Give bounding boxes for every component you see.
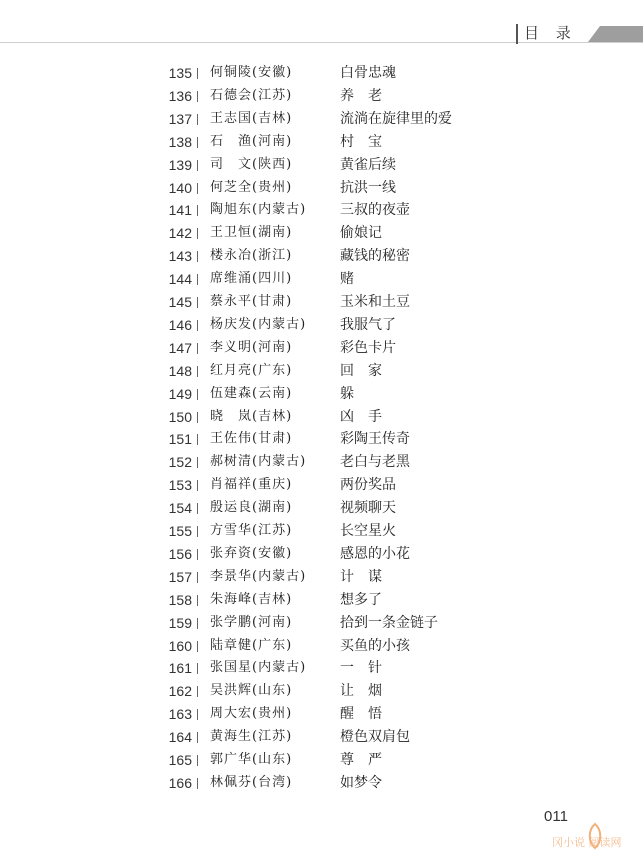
entry-page-number: 137	[168, 110, 192, 127]
entry-page-number: 141	[168, 202, 192, 219]
entry-title: 计 谋	[340, 568, 382, 585]
entry-title: 拾到一条金链子	[340, 614, 438, 631]
entry-author: 伍建森(云南)	[210, 385, 293, 401]
toc-entry[interactable]	[0, 566, 643, 588]
entry-author: 郭广华(山东)	[210, 752, 293, 767]
entry-title: 一 针	[340, 660, 382, 677]
entry-page-number: 153	[168, 477, 192, 494]
header-tab-corner	[588, 26, 600, 42]
entry-separator	[197, 183, 198, 194]
entry-author: 周大宏(贵州)	[210, 706, 293, 722]
entry-author: 王佐伟(甘肃)	[210, 431, 293, 447]
entry-author: 林佩芬(台湾)	[210, 774, 293, 790]
entry-title: 赌	[340, 271, 354, 288]
toc-entry[interactable]	[0, 131, 643, 153]
entry-page-number: 158	[168, 591, 192, 608]
toc-entry[interactable]	[0, 589, 643, 611]
toc-entry[interactable]	[0, 245, 643, 267]
entry-separator	[197, 732, 198, 743]
entry-author: 蔡永平(甘肃)	[210, 294, 293, 309]
entry-separator	[197, 709, 198, 720]
entry-title: 老白与老黑	[340, 454, 410, 471]
entry-title: 长空星火	[340, 523, 396, 539]
entry-page-number: 143	[168, 248, 192, 265]
entry-separator	[197, 755, 198, 766]
entry-page-number: 155	[168, 523, 192, 539]
toc-entry[interactable]	[0, 337, 643, 359]
toc-entry[interactable]	[0, 543, 643, 565]
toc-entry[interactable]	[0, 360, 643, 382]
entry-author: 殷运良(湖南)	[210, 500, 293, 516]
entry-page-number: 152	[168, 454, 192, 471]
entry-title: 两份奖品	[340, 477, 396, 494]
toc-entry[interactable]	[0, 85, 643, 107]
toc-entry[interactable]	[0, 177, 643, 199]
toc-entry[interactable]	[0, 314, 643, 336]
entry-separator	[197, 434, 198, 445]
entry-separator	[197, 205, 198, 216]
entry-author: 何芝全(贵州)	[210, 179, 293, 195]
entry-separator	[197, 91, 198, 102]
toc-entry[interactable]	[0, 383, 643, 405]
entry-page-number: 145	[168, 294, 192, 310]
entry-separator	[197, 137, 198, 148]
entry-title: 醒 悟	[340, 706, 382, 723]
entry-author: 郝树清(内蒙古)	[210, 454, 307, 470]
entry-author: 司 文(陕西)	[210, 156, 293, 172]
toc-entry[interactable]	[0, 726, 643, 748]
entry-title: 抗洪一线	[340, 179, 396, 196]
toc-entry[interactable]	[0, 291, 643, 313]
entry-page-number: 142	[168, 225, 192, 242]
entry-author: 红月亮(广东)	[210, 362, 293, 378]
entry-separator	[197, 641, 198, 652]
entry-title: 玉米和土豆	[340, 294, 410, 310]
entry-page-number: 159	[168, 614, 192, 631]
entry-page-number: 140	[168, 179, 192, 196]
entry-author: 张弃资(安徽)	[210, 545, 293, 561]
entry-separator	[197, 366, 198, 377]
entry-separator	[197, 412, 198, 423]
toc-entry[interactable]	[0, 62, 643, 84]
entry-title: 尊 严	[340, 752, 382, 768]
entry-separator	[197, 778, 198, 789]
entry-title: 想多了	[340, 591, 382, 608]
toc-entry[interactable]	[0, 451, 643, 473]
toc-entry[interactable]	[0, 428, 643, 450]
entry-separator	[197, 343, 198, 354]
entry-author: 杨庆发(内蒙古)	[210, 316, 307, 332]
entry-author: 黄海生(江苏)	[210, 729, 293, 745]
toc-entry[interactable]	[0, 406, 643, 428]
entry-page-number: 150	[168, 408, 192, 425]
entry-title: 藏钱的秘密	[340, 248, 410, 265]
entry-title: 橙色双肩包	[340, 729, 410, 746]
entry-page-number: 135	[168, 65, 192, 81]
entry-separator	[197, 320, 198, 331]
entry-page-number: 136	[168, 87, 192, 104]
entry-page-number: 144	[168, 271, 192, 288]
entry-title: 凶 手	[340, 408, 382, 425]
entry-separator	[197, 114, 198, 125]
entry-author: 石 渔(河南)	[210, 133, 293, 149]
entry-title: 白骨忠魂	[340, 65, 396, 81]
entry-title: 视频聊天	[340, 500, 396, 517]
entry-page-number: 161	[168, 660, 192, 677]
toc-entry[interactable]	[0, 749, 643, 771]
entry-page-number: 146	[168, 316, 192, 333]
entry-separator	[197, 572, 198, 583]
entry-page-number: 138	[168, 133, 192, 150]
entry-title: 让 烟	[340, 683, 382, 700]
toc-entry[interactable]	[0, 474, 643, 496]
toc-entry[interactable]	[0, 612, 643, 634]
entry-author: 楼永冶(浙江)	[210, 248, 293, 264]
entry-page-number: 163	[168, 706, 192, 723]
toc-entry[interactable]	[0, 222, 643, 244]
entry-title: 彩陶王传奇	[340, 431, 410, 448]
entry-title: 偷娘记	[340, 225, 382, 242]
entry-author: 张国星(内蒙古)	[210, 660, 307, 676]
toc-entry[interactable]	[0, 268, 643, 290]
entry-title: 养 老	[340, 87, 382, 104]
entry-separator	[197, 595, 198, 606]
entry-title: 村 宝	[340, 133, 382, 150]
entry-page-number: 154	[168, 500, 192, 517]
entry-separator	[197, 663, 198, 674]
toc-entry[interactable]	[0, 657, 643, 679]
entry-author: 石德会(江苏)	[210, 87, 293, 103]
entry-page-number: 166	[168, 774, 192, 791]
entry-separator	[197, 228, 198, 239]
entry-author: 李景华(内蒙古)	[210, 568, 307, 584]
entry-author: 方雪华(江苏)	[210, 523, 293, 538]
entry-author: 肖福祥(重庆)	[210, 477, 293, 493]
entry-separator	[197, 251, 198, 262]
entry-author: 晓 岚(吉林)	[210, 408, 293, 424]
entry-page-number: 156	[168, 545, 192, 562]
entry-page-number: 160	[168, 637, 192, 654]
toc-entry[interactable]	[0, 108, 643, 130]
entry-separator	[197, 503, 198, 514]
entry-author: 王志国(吉林)	[210, 110, 293, 126]
entry-title: 彩色卡片	[340, 339, 396, 356]
entry-page-number: 162	[168, 683, 192, 700]
watermark-text: 冈小说 阅读网	[552, 836, 622, 849]
toc-entry[interactable]	[0, 497, 643, 519]
entry-title: 黄雀后续	[340, 156, 396, 173]
entry-separator	[197, 457, 198, 468]
entry-title: 我服气了	[340, 316, 396, 333]
entry-separator	[197, 618, 198, 629]
entry-title: 躲	[340, 385, 354, 402]
entry-author: 何铜陵(安徽)	[210, 65, 293, 80]
entry-page-number: 151	[168, 431, 192, 448]
entry-separator	[197, 389, 198, 400]
section-title: 目 录	[524, 24, 577, 42]
entry-separator	[197, 549, 198, 560]
entry-title: 三叔的夜壶	[340, 202, 410, 219]
page-number: 011	[544, 808, 568, 825]
toc-entry[interactable]	[0, 199, 643, 221]
entry-page-number: 148	[168, 362, 192, 379]
entry-author: 张学鹏(河南)	[210, 614, 293, 630]
entry-page-number: 157	[168, 568, 192, 585]
entry-separator	[197, 68, 198, 79]
entry-author: 陶旭东(内蒙古)	[210, 202, 307, 218]
entry-author: 陆章健(广东)	[210, 637, 293, 653]
entry-author: 朱海峰(吉林)	[210, 591, 293, 607]
entry-author: 王卫恒(湖南)	[210, 225, 293, 241]
entry-page-number: 147	[168, 339, 192, 356]
entry-separator	[197, 160, 198, 171]
toc-entry[interactable]	[0, 680, 643, 702]
entry-title: 如梦令	[340, 774, 382, 791]
toc-entry[interactable]	[0, 520, 643, 542]
toc-entry[interactable]	[0, 635, 643, 657]
entry-page-number: 139	[168, 156, 192, 173]
entry-separator	[197, 526, 198, 537]
header-tab	[600, 26, 643, 42]
entry-separator	[197, 297, 198, 308]
entry-title: 流淌在旋律里的爱	[340, 110, 452, 127]
entry-page-number: 164	[168, 729, 192, 746]
toc-entry[interactable]	[0, 772, 643, 794]
entry-author: 吴洪辉(山东)	[210, 683, 293, 699]
entry-separator	[197, 274, 198, 285]
entry-separator	[197, 480, 198, 491]
entry-title: 买鱼的小孩	[340, 637, 410, 654]
entry-page-number: 149	[168, 385, 192, 402]
entry-author: 席维涌(四川)	[210, 271, 293, 287]
entry-page-number: 165	[168, 752, 192, 768]
toc-entry[interactable]	[0, 154, 643, 176]
entry-author: 李义明(河南)	[210, 339, 293, 355]
header-divider	[516, 24, 518, 44]
toc-entry[interactable]	[0, 703, 643, 725]
entry-separator	[197, 686, 198, 697]
entry-title: 回 家	[340, 362, 382, 379]
entry-title: 感恩的小花	[340, 545, 410, 562]
